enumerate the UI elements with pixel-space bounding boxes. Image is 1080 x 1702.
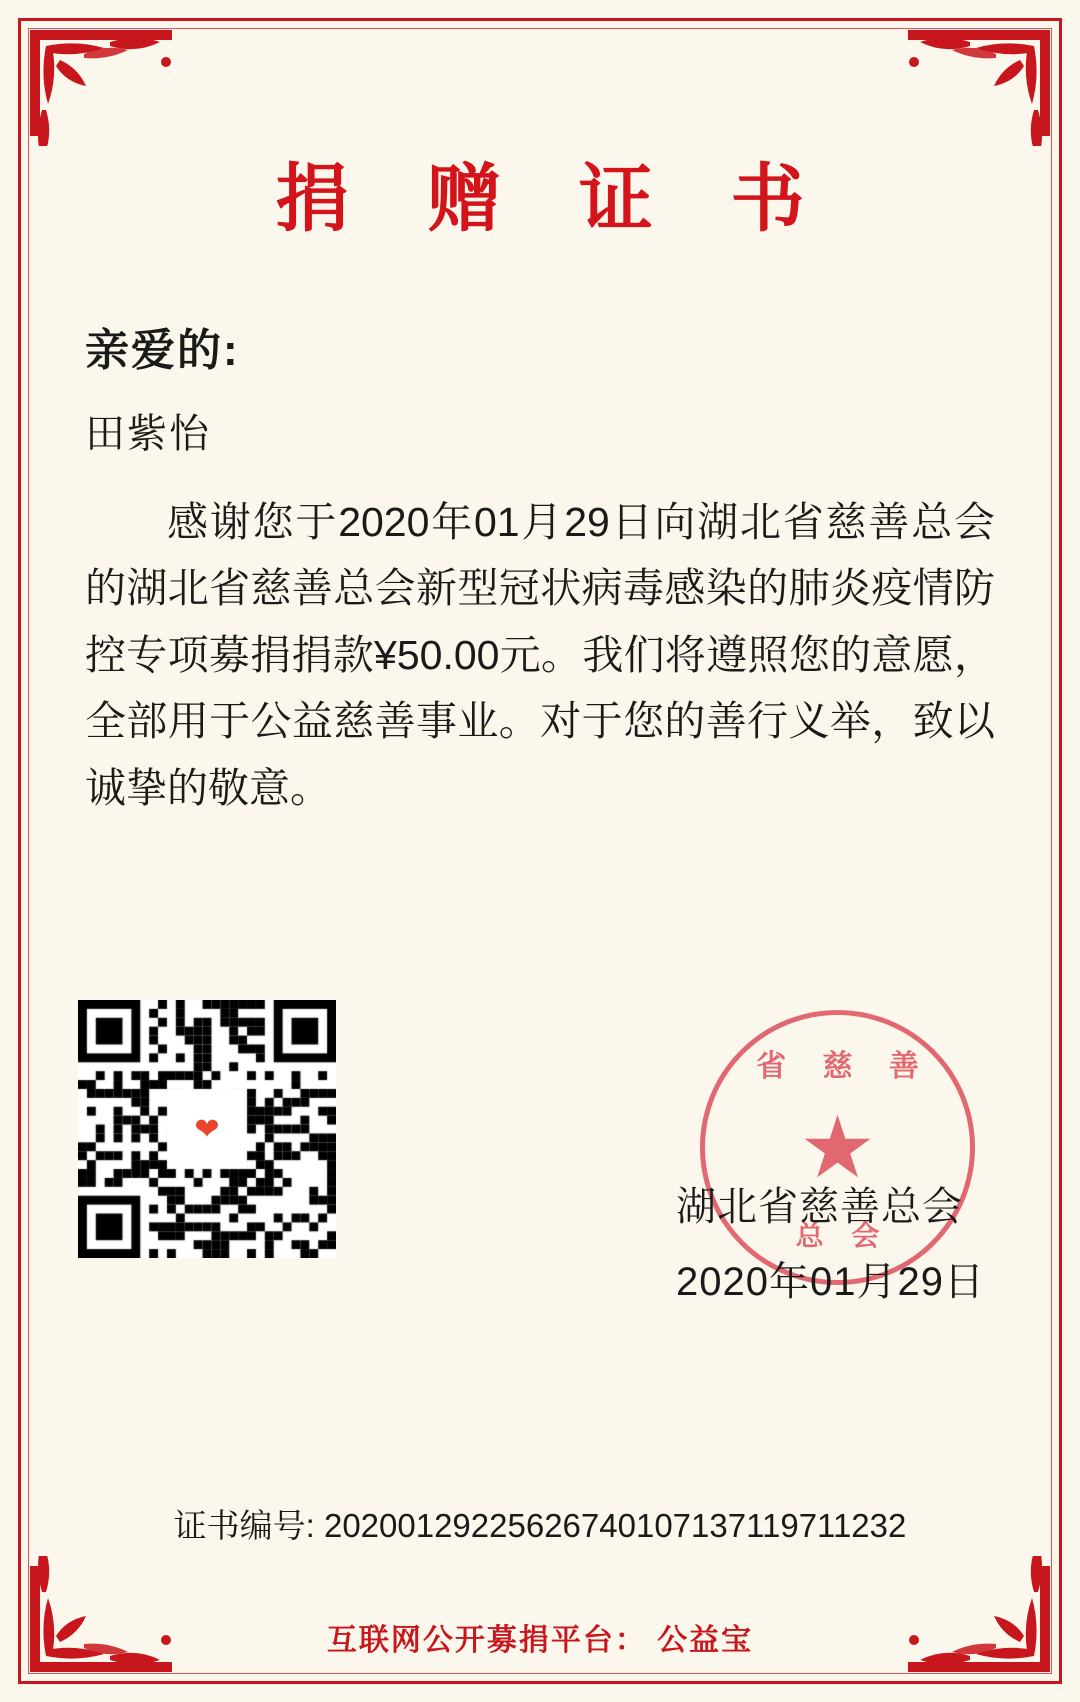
certificate-body-text: 感谢您于2020年01月29日向湖北省慈善总会的湖北省慈善总会新型冠状病毒感染的肺炎疫情防控专项募捐捐款¥50.00元。我们将遵照您的意愿，全部用于公益慈善事业。对于您的善行义举，致以诚挚的敬意。 (85, 499, 995, 811)
stamp-text-bottom: 总 会 (795, 1220, 890, 1251)
certificate-serial-number: 证书编号: 20200129225626740107137119711232 (173, 1507, 907, 1544)
qr-code[interactable] (78, 1000, 336, 1258)
page-title: 捐 赠 证 书 (275, 156, 831, 242)
signature-organization: 湖北省慈善总会 (676, 1185, 964, 1229)
recipient-name: 田紫怡 (85, 412, 211, 456)
stamp-text-top: 省 慈 善 (756, 1050, 933, 1083)
salutation-label: 亲爱的: (85, 326, 240, 375)
platform-footer: 互联网公开募捐平台： 公益宝 (326, 1624, 754, 1657)
heart-icon: ❤ (181, 1103, 233, 1155)
signature-date: 2020年01月29日 (676, 1260, 985, 1304)
stamp-star-icon: ★ (798, 1099, 877, 1196)
qr-code-image[interactable] (78, 1000, 336, 1258)
signature-block (676, 1175, 985, 1307)
